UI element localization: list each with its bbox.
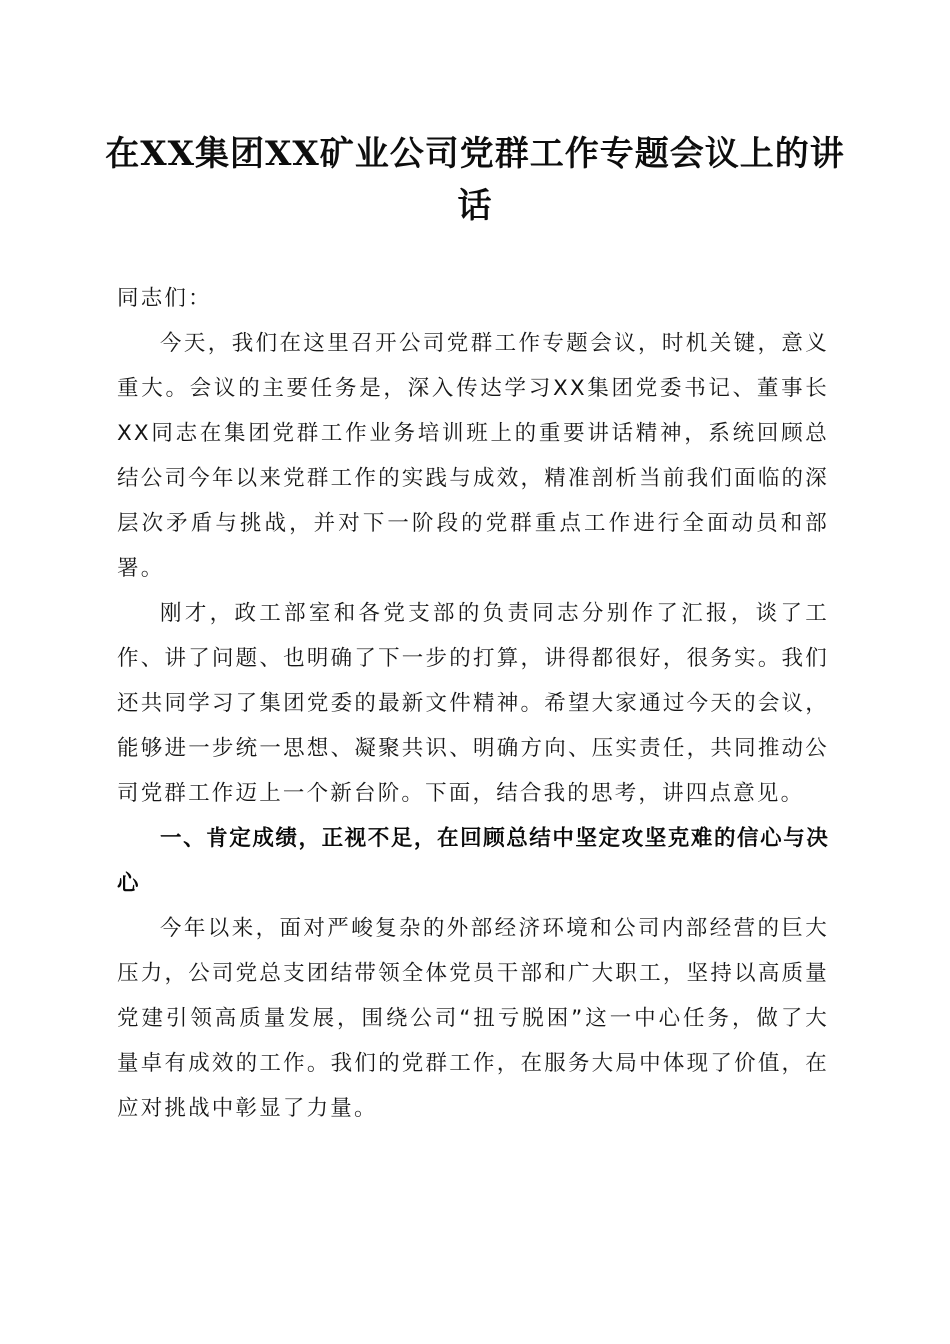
section-paragraph: 今年以来，面对严峻复杂的外部经济环境和公司内部经营的巨大压力，公司党总支团结带领全体党员干部和广大职工，坚持以高质量党建引领高质量发展，围绕公司“扭亏脱困”这一中心任务，做了大量卓有成效的工作。我们的党群工作，在服务大局中体现了价值，在应对挑战中彰显了力量。 — [117, 916, 829, 1121]
salutation: 同志们： — [117, 286, 212, 311]
paragraph-opening: 今天，我们在这里召开公司党群工作专题会议，时机关键，意义重大。会议的主要任务是，深入传达学习XX集团党委书记、董事长XX同志在集团党群工作业务培训班上的重要讲话精神，系统回顾总结公司今年以来党群工作的实践与成效，精准剖析当前我们面临的深层次矛盾与挑战，并对下一阶段的党群重点工作进行全面动员和部署。 — [117, 331, 829, 581]
section-heading: 一、肯定成绩，正视不足，在回顾总结中坚定攻坚克难的信心与决心 — [117, 826, 829, 896]
paragraph-summary: 刚才，政工部室和各党支部的负责同志分别作了汇报，谈了工作、讲了问题、也明确了下一步的打算，讲得都很好，很务实。我们还共同学习了集团党委的最新文件精神。希望大家通过今天的会议，能够进一步统一思想、凝聚共识、明确方向、压实责任，共同推动公司党群工作迈上一个新台阶。下面，结合我的思考，讲四点意见。 — [117, 601, 829, 806]
document-body — [117, 276, 829, 1131]
document-title: 在XX集团XX矿业公司党群工作专题会议上的讲话 — [105, 134, 845, 226]
